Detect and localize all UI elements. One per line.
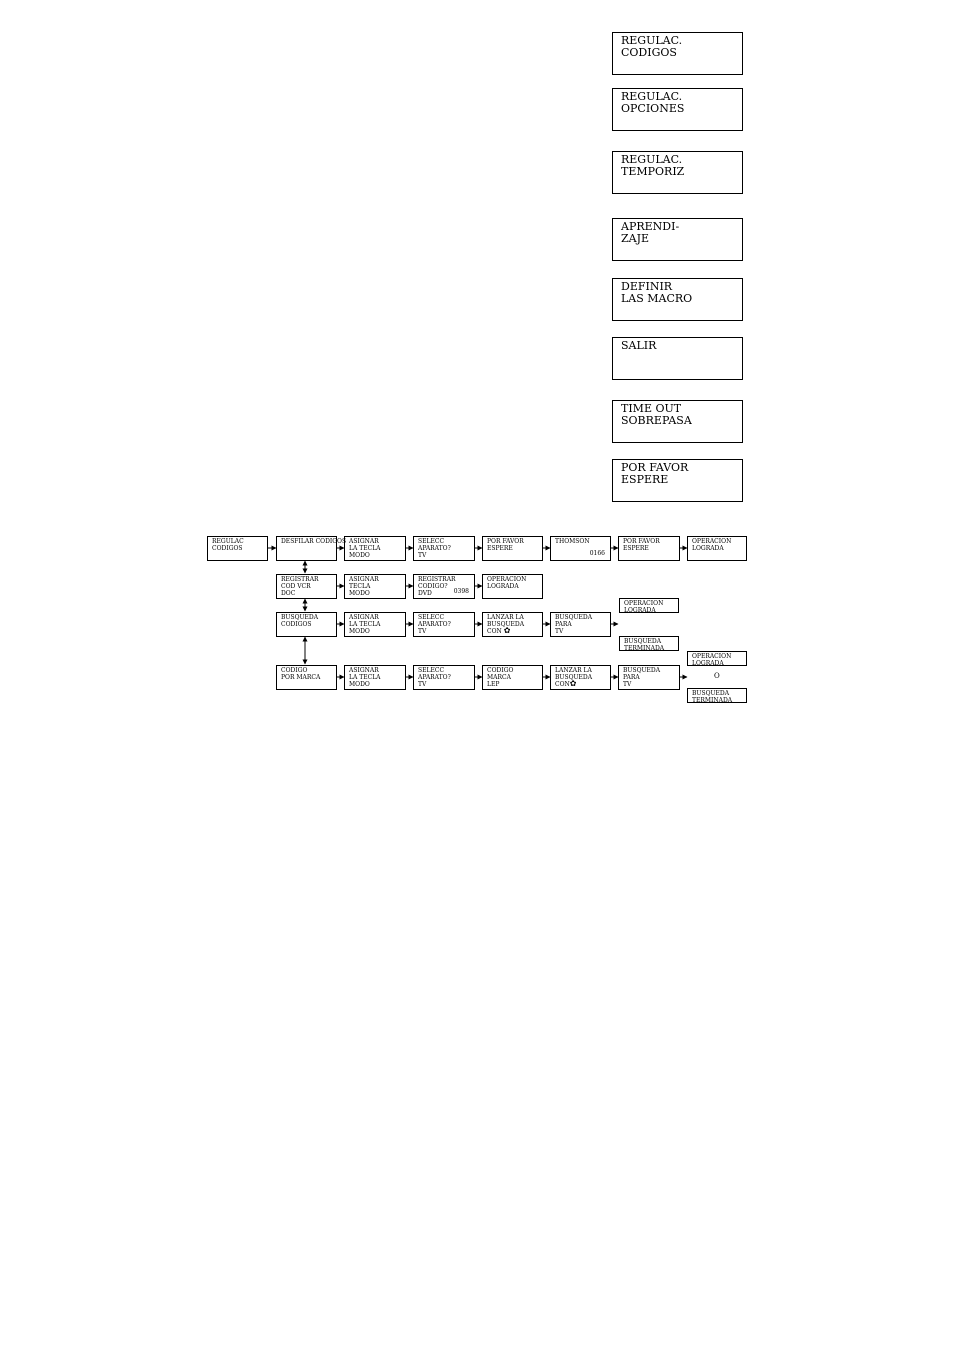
flow-box-asignar-tecla (344, 612, 406, 637)
flow-box-selecc-aparato (413, 536, 475, 561)
flow-box-label: OPERACION (487, 576, 527, 583)
flow-box-label: COD VCR (281, 583, 311, 590)
flow-box-lanzar-busqueda (482, 612, 543, 637)
flow-box-label: DVD (418, 590, 432, 597)
lcd-line: ZAJE (621, 232, 650, 245)
flow-box-por-favor-espere-2 (618, 536, 680, 561)
flow-box-label: MODO (349, 628, 370, 635)
flow-box-label: LOGRADA (692, 660, 724, 667)
lcd-line: POR FAVOR (621, 461, 689, 474)
flow-box-label: PARA (623, 674, 640, 681)
flow-box-label: BUSQUEDA (555, 674, 593, 681)
lcd-line: REGULAC. (621, 90, 683, 103)
flow-box-por-favor-espere (482, 536, 543, 561)
flow-box-label: TV (623, 681, 632, 688)
lcd-line: REGULAC. (621, 153, 683, 166)
flow-box-label: CON (487, 628, 502, 635)
flow-box-label: ASIGNAR (349, 667, 379, 674)
flow-box-label: ASIGNAR (349, 614, 379, 621)
flow-box-label: APARATO? (418, 545, 451, 552)
flow-box-label: CODIGOS (212, 545, 243, 552)
flow-box-label: LA TECLA (349, 621, 381, 628)
flow-box-label: SELECC (418, 614, 445, 621)
flow-box-label: DOC (281, 590, 296, 597)
flow-box-busqueda-para-tv (550, 612, 611, 637)
flow-box-selecc-aparato (413, 612, 475, 637)
flow-box-label: OPERACION (692, 653, 732, 660)
flow-box-label: BUSQUEDA (623, 667, 661, 674)
flow-box-thomson (550, 536, 611, 561)
flow-box-label: REGISTRAR (281, 576, 319, 583)
flow-box-label: POR MARCA (281, 674, 321, 681)
flow-box-label: SELECC (418, 538, 445, 545)
lcd-line: OPCIONES (621, 102, 685, 115)
gear-button-icon: ✿ (569, 679, 577, 688)
flow-box-busqueda-codigos (276, 612, 337, 637)
lcd-line: REGULAC. (621, 34, 683, 47)
flow-box-label: MODO (349, 681, 370, 688)
flow-box-label: LEP (487, 681, 500, 688)
flow-box-label: CODIGO (487, 667, 514, 674)
flow-box-label: LANZAR LA (487, 614, 524, 621)
flow-box-label: OPERACION (624, 600, 664, 607)
flow-box-label: SELECC (418, 667, 445, 674)
flow-box-asignar-tecla (344, 574, 406, 599)
flow-box-registrar-cod (276, 574, 337, 599)
flow-box-busqueda-terminada (619, 636, 679, 651)
flow-box-asignar-tecla (344, 536, 406, 561)
flow-box-label: MARCA (487, 674, 511, 681)
flow-box-label: CODIGO? (418, 583, 448, 590)
flow-box-label: CODIGO (281, 667, 308, 674)
flow-box-label: APARATO? (418, 674, 451, 681)
flow-box-label: ASIGNAR (349, 538, 379, 545)
flow-box-label: TV (418, 552, 427, 559)
lcd-line: TIME OUT (621, 402, 682, 415)
flow-box-label: LA TECLA (349, 545, 381, 552)
flow-box-label: BUSQUEDA (487, 621, 525, 628)
flow-box-label: DESFILAR CODIGOS (281, 538, 347, 545)
flow-box-label: LANZAR LA (555, 667, 592, 674)
flow-box-label: BUSQUEDA (624, 638, 662, 645)
flow-box-label: BUSQUEDA (692, 690, 730, 697)
flow-box-label: PARA (555, 621, 572, 628)
flow-box-label: CODIGOS (281, 621, 312, 628)
lcd-line: SOBREPASA (621, 414, 692, 427)
flow-box-asignar-tecla (344, 665, 406, 690)
gear-button-icon: ✿ (503, 626, 511, 635)
flow-box-label: TERMINADA (692, 697, 733, 704)
flow-box-codigo-por-marca (276, 665, 337, 690)
flow-box-operacion-lograda (482, 574, 543, 599)
flow-box-label: REGISTRAR (418, 576, 456, 583)
or-label: O (714, 672, 720, 680)
flow-box-label: REGULAC (212, 538, 244, 545)
flow-box-label: THOMSON (555, 538, 590, 545)
flow-box-operacion-lograda (687, 536, 747, 561)
flow-box-codigo-marca (482, 665, 543, 690)
flow-box-label: TV (555, 628, 564, 635)
flow-box-label: POR FAVOR (487, 538, 524, 545)
flow-box-operacion-lograda (619, 598, 679, 613)
flow-box-label: LOGRADA (692, 545, 724, 552)
lcd-line: DEFINIR (621, 280, 673, 293)
lcd-line: LAS MACRO (621, 292, 693, 305)
flow-box-label: ESPERE (623, 545, 649, 552)
flow-box-label: POR FAVOR (623, 538, 660, 545)
flow-box-label: CON (555, 681, 570, 688)
flow-box-busqueda-terminada (687, 688, 747, 703)
flow-box-code-value: 0398 (453, 588, 469, 595)
flow-box-label: MODO (349, 590, 370, 597)
flow-box-registrar-codigo (413, 574, 475, 599)
flow-box-desfilar-codigos (276, 536, 347, 561)
lcd-line: APRENDI- (621, 220, 680, 233)
flow-box-lanzar-busqueda (550, 665, 611, 690)
lcd-line: CODIGOS (621, 46, 677, 59)
flow-box-code-value: 0166 (589, 550, 605, 557)
flow-box-regulac-codigos (207, 536, 268, 561)
flow-box-label: OPERACION (692, 538, 732, 545)
flow-box-label: LOGRADA (624, 607, 656, 614)
flow-box-selecc-aparato (413, 665, 475, 690)
flow-box-label: LA TECLA (349, 674, 381, 681)
lcd-line: TEMPORIZ (621, 165, 685, 178)
flow-box-label: TV (418, 681, 427, 688)
flow-box-busqueda-para-tv (618, 665, 680, 690)
flow-box-label: LOGRADA (487, 583, 519, 590)
flow-box-label: TECLA (349, 583, 371, 590)
flow-box-label: TERMINADA (624, 645, 665, 652)
flow-box-label: ESPERE (487, 545, 513, 552)
flow-box-label: ASIGNAR (349, 576, 379, 583)
flow-box-operacion-lograda (687, 651, 747, 666)
flow-box-label: BUSQUEDA (555, 614, 593, 621)
flow-box-label: APARATO? (418, 621, 451, 628)
lcd-line: SALIR (621, 339, 657, 352)
lcd-line: ESPERE (621, 473, 669, 486)
flow-box-label: MODO (349, 552, 370, 559)
flow-box-label: BUSQUEDA (281, 614, 319, 621)
flow-box-label: TV (418, 628, 427, 635)
